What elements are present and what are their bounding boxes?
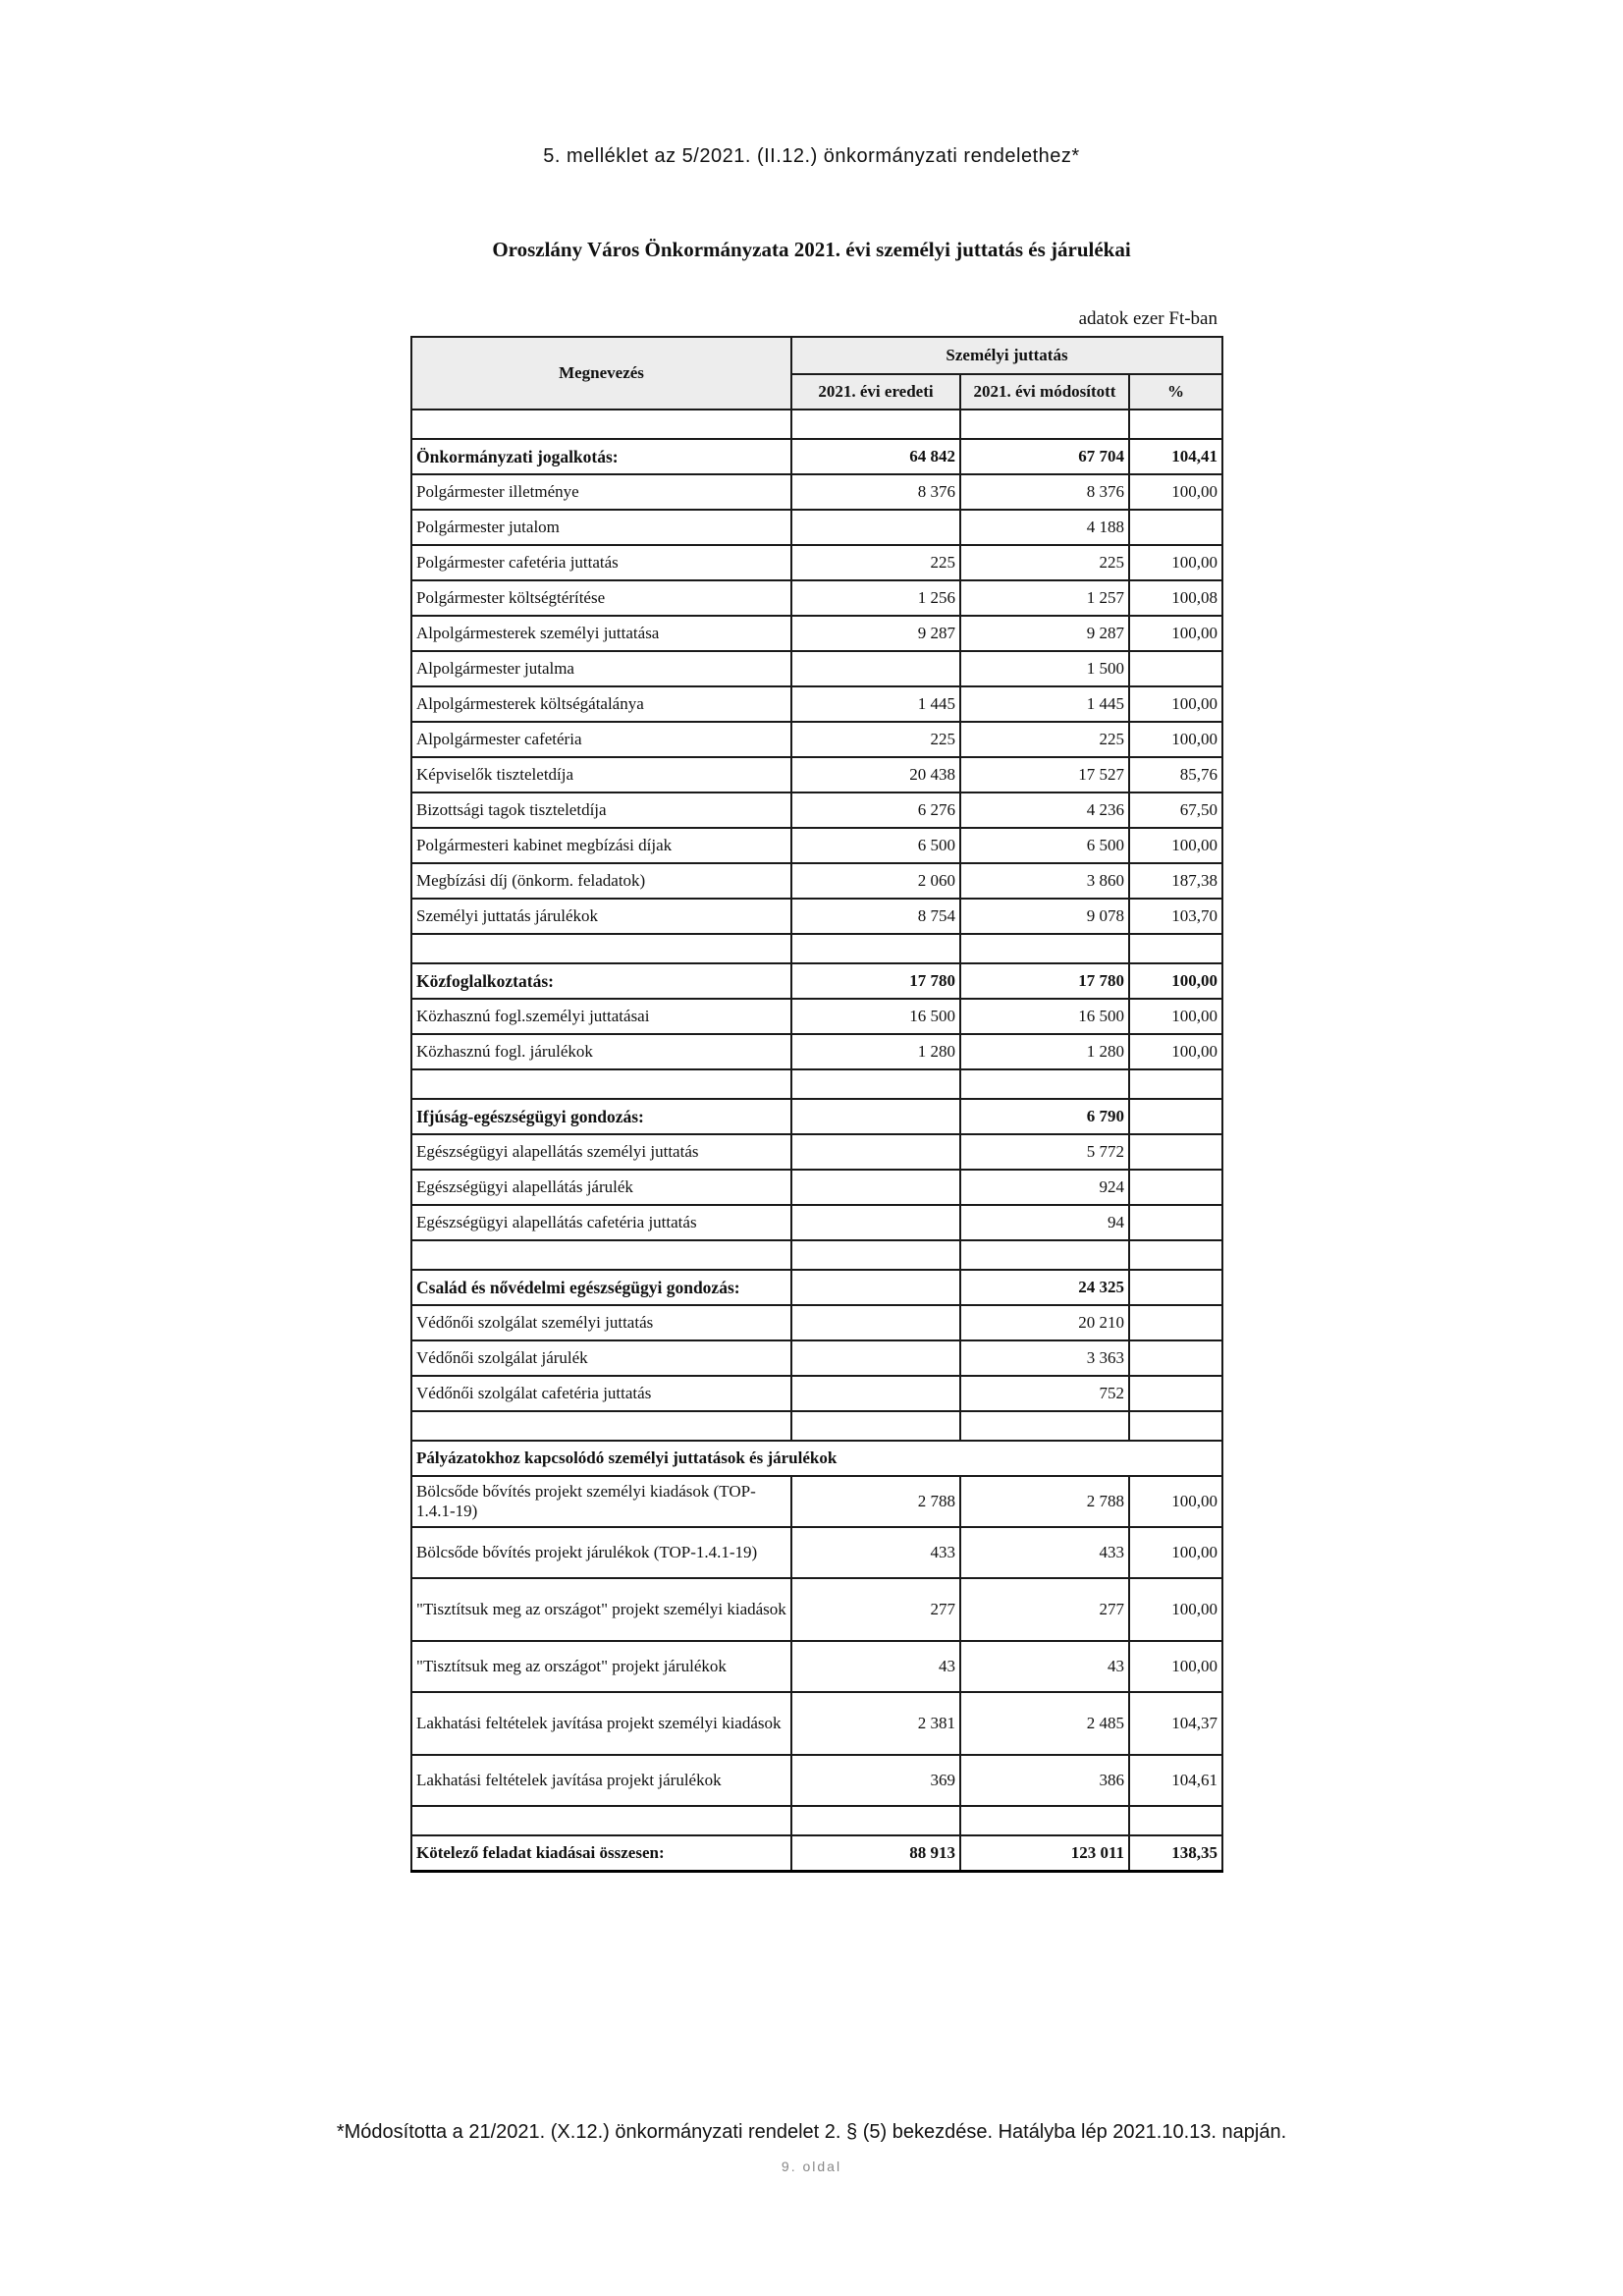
empty-cell (960, 1069, 1129, 1099)
table-row (411, 474, 1222, 510)
empty-cell (791, 1240, 960, 1270)
empty-cell (411, 410, 791, 439)
percent-value: 100,00 (1129, 616, 1222, 651)
row-name: Közhasznú fogl.személyi juttatásai (411, 999, 791, 1034)
header-row-1 (411, 337, 1222, 374)
table-row (411, 722, 1222, 757)
header-original: 2021. évi eredeti (791, 374, 960, 410)
modified-value: 386 (960, 1755, 1129, 1806)
unit-note: adatok ezer Ft-ban (1078, 308, 1217, 329)
empty-cell (960, 1411, 1129, 1441)
table-row (411, 1376, 1222, 1411)
document-title: Oroszlány Város Önkormányzata 2021. évi személyi juttatás és járulékai (492, 238, 1131, 261)
modified-value: 94 (960, 1205, 1129, 1240)
percent-value: 100,00 (1129, 1527, 1222, 1578)
modified-value: 2 485 (960, 1692, 1129, 1755)
original-value: 1 256 (791, 580, 960, 616)
modified-value: 20 210 (960, 1305, 1129, 1340)
original-value: 43 (791, 1641, 960, 1692)
percent-value: 100,08 (1129, 580, 1222, 616)
header-modified: 2021. évi módosított (960, 374, 1129, 410)
modified-value: 6 500 (960, 828, 1129, 863)
row-name: Alpolgármesterek költségátalánya (411, 686, 791, 722)
modified-value: 16 500 (960, 999, 1129, 1034)
row-name: "Tisztítsuk meg az országot" projekt járulékok (411, 1641, 791, 1692)
modified-value: 43 (960, 1641, 1129, 1692)
percent-value: 100,00 (1129, 828, 1222, 863)
table-row (411, 828, 1222, 863)
modified-value: 3 363 (960, 1340, 1129, 1376)
row-name: Egészségügyi alapellátás járulék (411, 1170, 791, 1205)
row-name: Család és nővédelmi egészségügyi gondozás: (411, 1270, 791, 1305)
empty-cell (960, 1240, 1129, 1270)
percent-value (1129, 1305, 1222, 1340)
spacer-row (411, 934, 1222, 963)
table-row (411, 1578, 1222, 1641)
percent-value: 104,61 (1129, 1755, 1222, 1806)
empty-cell (960, 410, 1129, 439)
row-name: Védőnői szolgálat személyi juttatás (411, 1305, 791, 1340)
original-value: 2 060 (791, 863, 960, 899)
table-row (411, 616, 1222, 651)
table-row (411, 1476, 1222, 1527)
header-name: Megnevezés (411, 337, 791, 410)
empty-cell (791, 1069, 960, 1099)
row-name: Polgármesteri kabinet megbízási díjak (411, 828, 791, 863)
modified-value: 8 376 (960, 474, 1129, 510)
modified-value: 1 257 (960, 580, 1129, 616)
percent-value: 100,00 (1129, 1641, 1222, 1692)
original-value: 1 445 (791, 686, 960, 722)
table-row (411, 1340, 1222, 1376)
modified-value: 924 (960, 1170, 1129, 1205)
row-name: "Tisztítsuk meg az országot" projekt személyi kiadások (411, 1578, 791, 1641)
header-percent: % (1129, 374, 1222, 410)
percent-value: 100,00 (1129, 722, 1222, 757)
original-value: 17 780 (791, 963, 960, 999)
table-row (411, 999, 1222, 1034)
percent-value: 100,00 (1129, 1578, 1222, 1641)
row-name: Polgármester költségtérítése (411, 580, 791, 616)
row-name: Közhasznú fogl. járulékok (411, 1034, 791, 1069)
original-value (791, 1376, 960, 1411)
modified-value: 1 280 (960, 1034, 1129, 1069)
empty-cell (411, 1240, 791, 1270)
modified-value: 4 236 (960, 793, 1129, 828)
annex-reference: 5. melléklet az 5/2021. (II.12.) önkormányzati rendelethez* (543, 145, 1080, 167)
percent-value: 67,50 (1129, 793, 1222, 828)
percent-value (1129, 1134, 1222, 1170)
modified-value: 6 790 (960, 1099, 1129, 1134)
original-value: 369 (791, 1755, 960, 1806)
page-number: 9. oldal (781, 2159, 842, 2174)
header-group: Személyi juttatás (791, 337, 1222, 374)
table-row (411, 651, 1222, 686)
row-name: Lakhatási feltételek javítása projekt járulékok (411, 1755, 791, 1806)
percent-value: 100,00 (1129, 686, 1222, 722)
original-value (791, 1170, 960, 1205)
spacer-row (411, 410, 1222, 439)
original-value: 6 276 (791, 793, 960, 828)
table-row (411, 1641, 1222, 1692)
table-row (411, 757, 1222, 793)
budget-table (410, 336, 1223, 1873)
spacer-row (411, 1240, 1222, 1270)
table-row (411, 510, 1222, 545)
empty-cell (960, 1806, 1129, 1835)
modified-value: 1 445 (960, 686, 1129, 722)
percent-value (1129, 651, 1222, 686)
original-value: 6 500 (791, 828, 960, 863)
original-value: 277 (791, 1578, 960, 1641)
original-value: 20 438 (791, 757, 960, 793)
original-value (791, 1270, 960, 1305)
spacer-row (411, 1069, 1222, 1099)
empty-cell (791, 410, 960, 439)
section-title: Pályázatokhoz kapcsolódó személyi juttatások és járulékok (411, 1441, 1222, 1476)
table-row (411, 1134, 1222, 1170)
percent-value: 103,70 (1129, 899, 1222, 934)
original-value (791, 1340, 960, 1376)
table-row (411, 1205, 1222, 1240)
original-value (791, 1205, 960, 1240)
empty-cell (960, 934, 1129, 963)
modified-value: 17 780 (960, 963, 1129, 999)
empty-cell (791, 1411, 960, 1441)
original-value: 16 500 (791, 999, 960, 1034)
row-name: Lakhatási feltételek javítása projekt személyi kiadások (411, 1692, 791, 1755)
table-row (411, 686, 1222, 722)
row-name: Védőnői szolgálat cafetéria juttatás (411, 1376, 791, 1411)
modified-value: 9 287 (960, 616, 1129, 651)
percent-value: 100,00 (1129, 1476, 1222, 1527)
row-name: Egészségügyi alapellátás személyi juttatás (411, 1134, 791, 1170)
row-name: Alpolgármesterek személyi juttatása (411, 616, 791, 651)
modified-value: 433 (960, 1527, 1129, 1578)
original-value: 433 (791, 1527, 960, 1578)
modified-value: 67 704 (960, 439, 1129, 474)
original-value: 9 287 (791, 616, 960, 651)
modified-value: 225 (960, 545, 1129, 580)
table-row (411, 1170, 1222, 1205)
row-name: Önkormányzati jogalkotás: (411, 439, 791, 474)
modified-value: 225 (960, 722, 1129, 757)
row-name: Képviselők tiszteletdíja (411, 757, 791, 793)
spacer-row (411, 1411, 1222, 1441)
original-value: 64 842 (791, 439, 960, 474)
row-name: Kötelező feladat kiadásai összesen: (411, 1835, 791, 1872)
modified-value: 3 860 (960, 863, 1129, 899)
section-row (411, 963, 1222, 999)
empty-cell (1129, 1806, 1222, 1835)
percent-value: 104,37 (1129, 1692, 1222, 1755)
original-value (791, 510, 960, 545)
table-row (411, 1305, 1222, 1340)
row-name: Polgármester cafetéria juttatás (411, 545, 791, 580)
row-name: Közfoglalkoztatás: (411, 963, 791, 999)
empty-cell (411, 1069, 791, 1099)
empty-cell (791, 1806, 960, 1835)
percent-value: 100,00 (1129, 999, 1222, 1034)
percent-value (1129, 1205, 1222, 1240)
row-name: Bölcsőde bővítés projekt járulékok (TOP-1.4.1-19) (411, 1527, 791, 1578)
modified-value: 752 (960, 1376, 1129, 1411)
empty-cell (411, 934, 791, 963)
table-row (411, 1692, 1222, 1755)
empty-cell (1129, 1240, 1222, 1270)
empty-cell (1129, 1411, 1222, 1441)
spacer-row (411, 1806, 1222, 1835)
original-value: 225 (791, 545, 960, 580)
modified-value: 4 188 (960, 510, 1129, 545)
modified-value: 1 500 (960, 651, 1129, 686)
table-row (411, 1034, 1222, 1069)
row-name: Személyi juttatás járulékok (411, 899, 791, 934)
modified-value: 9 078 (960, 899, 1129, 934)
table-row (411, 1755, 1222, 1806)
empty-cell (791, 934, 960, 963)
table-row (411, 580, 1222, 616)
percent-value: 85,76 (1129, 757, 1222, 793)
section-row (411, 1270, 1222, 1305)
table-row (411, 863, 1222, 899)
percent-value: 187,38 (1129, 863, 1222, 899)
total-row (411, 1835, 1222, 1872)
row-name: Alpolgármester cafetéria (411, 722, 791, 757)
percent-value: 100,00 (1129, 1034, 1222, 1069)
row-name: Bizottsági tagok tiszteletdíja (411, 793, 791, 828)
original-value: 2 788 (791, 1476, 960, 1527)
modified-value: 2 788 (960, 1476, 1129, 1527)
modified-value: 123 011 (960, 1835, 1129, 1872)
row-name: Megbízási díj (önkorm. feladatok) (411, 863, 791, 899)
row-name: Polgármester jutalom (411, 510, 791, 545)
percent-value: 100,00 (1129, 963, 1222, 999)
percent-value (1129, 1270, 1222, 1305)
section-header-row (411, 1441, 1222, 1476)
original-value (791, 651, 960, 686)
section-row (411, 1099, 1222, 1134)
original-value: 225 (791, 722, 960, 757)
original-value: 88 913 (791, 1835, 960, 1872)
row-name: Egészségügyi alapellátás cafetéria juttatás (411, 1205, 791, 1240)
percent-value (1129, 1170, 1222, 1205)
row-name: Polgármester illetménye (411, 474, 791, 510)
row-name: Ifjúság-egészségügyi gondozás: (411, 1099, 791, 1134)
original-value (791, 1134, 960, 1170)
percent-value (1129, 510, 1222, 545)
original-value: 8 754 (791, 899, 960, 934)
percent-value (1129, 1376, 1222, 1411)
original-value: 1 280 (791, 1034, 960, 1069)
table-row (411, 793, 1222, 828)
modified-value: 5 772 (960, 1134, 1129, 1170)
original-value (791, 1305, 960, 1340)
percent-value (1129, 1099, 1222, 1134)
percent-value: 100,00 (1129, 545, 1222, 580)
section-row (411, 439, 1222, 474)
row-name: Bölcsőde bővítés projekt személyi kiadások (TOP-1.4.1-19) (411, 1476, 791, 1527)
original-value (791, 1099, 960, 1134)
table-row (411, 899, 1222, 934)
empty-cell (411, 1411, 791, 1441)
modified-value: 24 325 (960, 1270, 1129, 1305)
footnote: *Módosította a 21/2021. (X.12.) önkormányzati rendelet 2. § (5) bekezdése. Hatályba lép 2021.10.13. napján. (336, 2121, 1287, 2143)
original-value: 2 381 (791, 1692, 960, 1755)
empty-cell (1129, 410, 1222, 439)
modified-value: 17 527 (960, 757, 1129, 793)
row-name: Védőnői szolgálat járulék (411, 1340, 791, 1376)
modified-value: 277 (960, 1578, 1129, 1641)
empty-cell (1129, 1069, 1222, 1099)
original-value: 8 376 (791, 474, 960, 510)
percent-value: 138,35 (1129, 1835, 1222, 1872)
empty-cell (1129, 934, 1222, 963)
table-row (411, 545, 1222, 580)
percent-value: 104,41 (1129, 439, 1222, 474)
table-row (411, 1527, 1222, 1578)
percent-value (1129, 1340, 1222, 1376)
percent-value: 100,00 (1129, 474, 1222, 510)
empty-cell (411, 1806, 791, 1835)
row-name: Alpolgármester jutalma (411, 651, 791, 686)
